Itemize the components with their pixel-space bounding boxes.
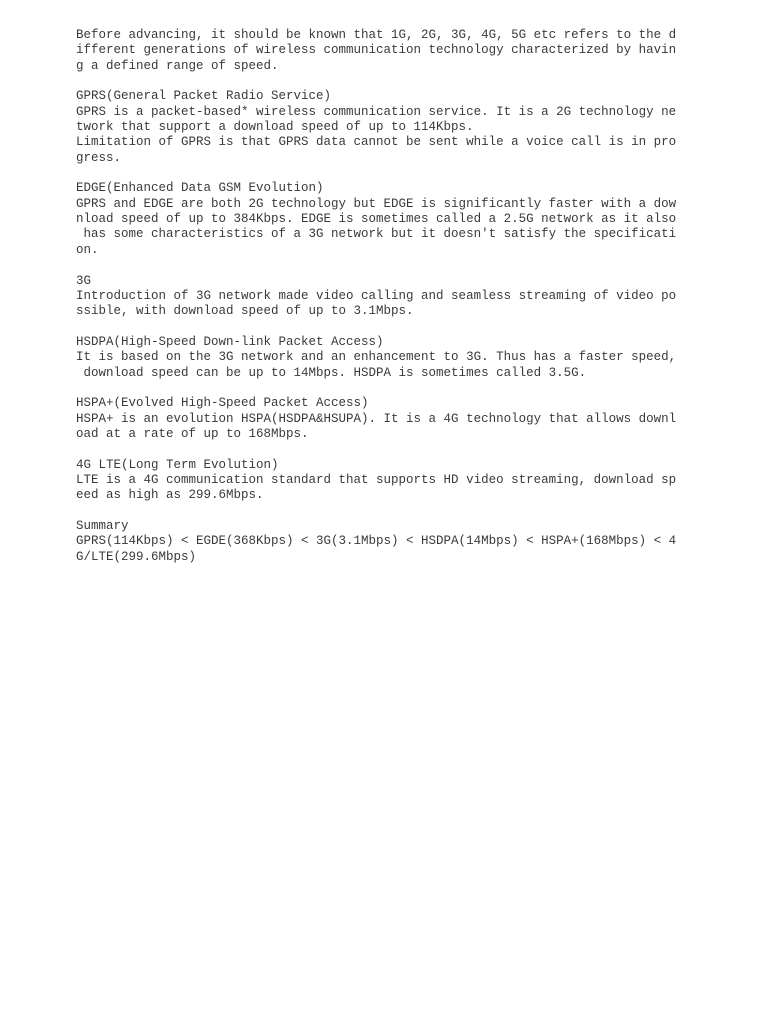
document-text: Before advancing, it should be known that 1G, 2G, 3G, 4G, 5G etc refers to the d ifferent generations of wireless communication technology characterized by havin g a defined range of speed. GPRS(General Packet Radio Service) GPRS is a packet-based* wireless communication service. It is a 2G technology ne twork that support a download speed of up to 114Kbps. Limitation of GPRS is that GPRS data cannot be sent while a voice call is in pro gress. EDGE(Enhanced Data GSM Evolution) GPRS and EDGE are both 2G technology but EDGE is significantly faster with a dow nload speed of up to 384Kbps. EDGE is sometimes called a 2.5G network as it also has some characteristics of a 3G network but it doesn't satisfy the specificati on. 3G Introduction of 3G network made video calling and seamless streaming of video po ssible, with download speed of up to 3.1Mbps. HSDPA(High-Speed Down-link Packet Access) It is based on the 3G network and an enhancement to 3G. Thus has a faster speed, download speed can be up to 14Mbps. HSDPA is sometimes called 3.5G. HSPA+(Evolved High-Speed Packet Access) HSPA+ is an evolution HSPA(HSDPA&HSUPA). It is a 4G technology that allows downl oad at a rate of up to 168Mbps. 4G LTE(Long Term Evolution) LTE is a 4G communication standard that supports HD video streaming, download sp eed as high as 299.6Mbps. Summary GPRS(114Kbps) < EGDE(368Kbps) < 3G(3.1Mbps) < HSDPA(14Mbps) < HSPA+(168Mbps) < 4 G/LTE(299.6Mbps) bbox=[76, 28, 677, 564]
